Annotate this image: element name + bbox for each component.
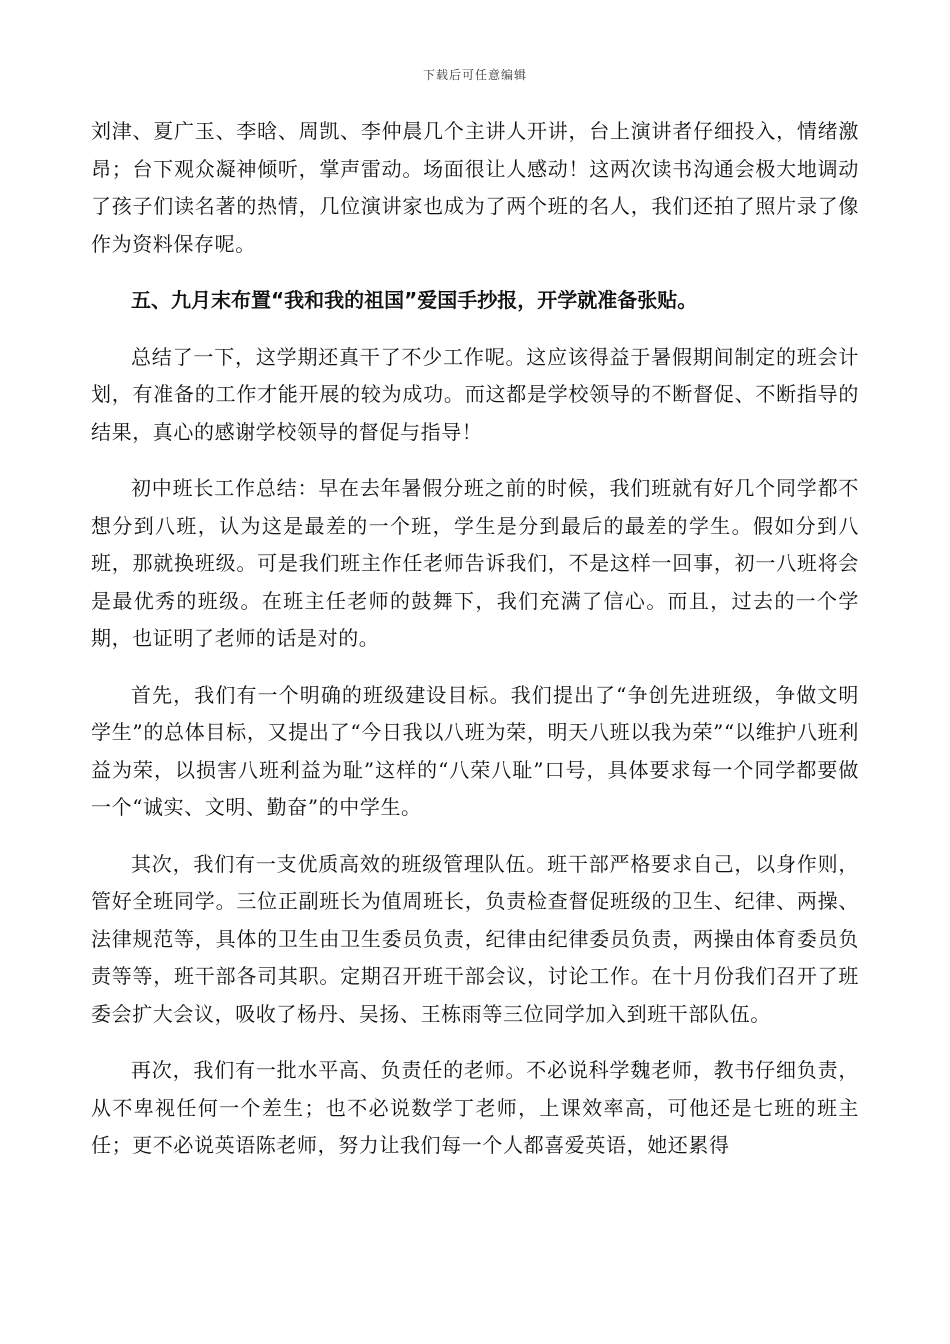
paragraph-6: 再次，我们有一批水平高、负责任的老师。不必说科学魏老师，教书仔细负责，从不卑视任何一个差生；也不必说数学丁老师，上课效率高，可他还是七班的班主任；更不必说英语陈老师，努力让我们每一个人都喜爱英语，她还累得 xyxy=(91,1058,859,1157)
paragraph-1: 刘津、夏广玉、李晗、周凯、李仲晨几个主讲人开讲，台上演讲者仔细投入，情绪激昂；台下观众凝神倾听，掌声雷动。场面很让人感动！这两次读书沟通会极大地调动了孩子们读名著的热情，几位演讲家也成为了两个班的名人，我们还拍了照片录了像作为资料保存呢。 xyxy=(91,119,859,256)
paragraph-3: 初中班长工作总结：早在去年暑假分班之前的时候，我们班就有好几个同学都不想分到八班，认为这是最差的一个班，学生是分到最后的最差的学生。假如分到八班，那就换班级。可是我们班主作任老师告诉我们，不是这样一回事，初一八班将会是最优秀的班级。在班主任老师的鼓舞下，我们充满了信心。而且，过去的一个学期，也证明了老师的话是对的。 xyxy=(91,476,859,650)
paragraph-2: 总结了一下，这学期还真干了不少工作呢。这应该得益于暑假期间制定的班会计划，有准备的工作才能开展的较为成功。而这都是学校领导的不断督促、不断指导的结果，真心的感谢学校领导的督促与指导！ xyxy=(91,344,859,444)
paragraph-5: 其次，我们有一支优质高效的班级管理队伍。班干部严格要求自己，以身作则，管好全班同学。三位正副班长为值周班长，负责检查督促班级的卫生、纪律、两操、法律规范等，具体的卫生由卫生委员负责，纪律由纪律委员负责，两操由体育委员负责等等，班干部各司其职。定期召开班干部会议，讨论工作。在十月份我们召开了班委会扩大会议，吸收了杨丹、吴扬、王栋雨等三位同学加入到班干部队伍。 xyxy=(91,851,859,1026)
page-header: 下载后可任意编辑 xyxy=(422,68,527,82)
section-heading: 五、九月末布置“我和我的祖国”爱国手抄报，开学就准备张贴。 xyxy=(131,288,698,312)
paragraph-4: 首先，我们有一个明确的班级建设目标。我们提出了“争创先进班级，争做文明学生”的总体目标，又提出了“今日我以八班为荣，明天八班以我为荣”“以维护八班利益为荣，以损害八班利益为耻”这样的“八荣八耻”口号，具体要求每一个同学都要做一个“诚实、文明、勤奋”的中学生。 xyxy=(91,682,859,819)
document-body xyxy=(91,113,859,1184)
